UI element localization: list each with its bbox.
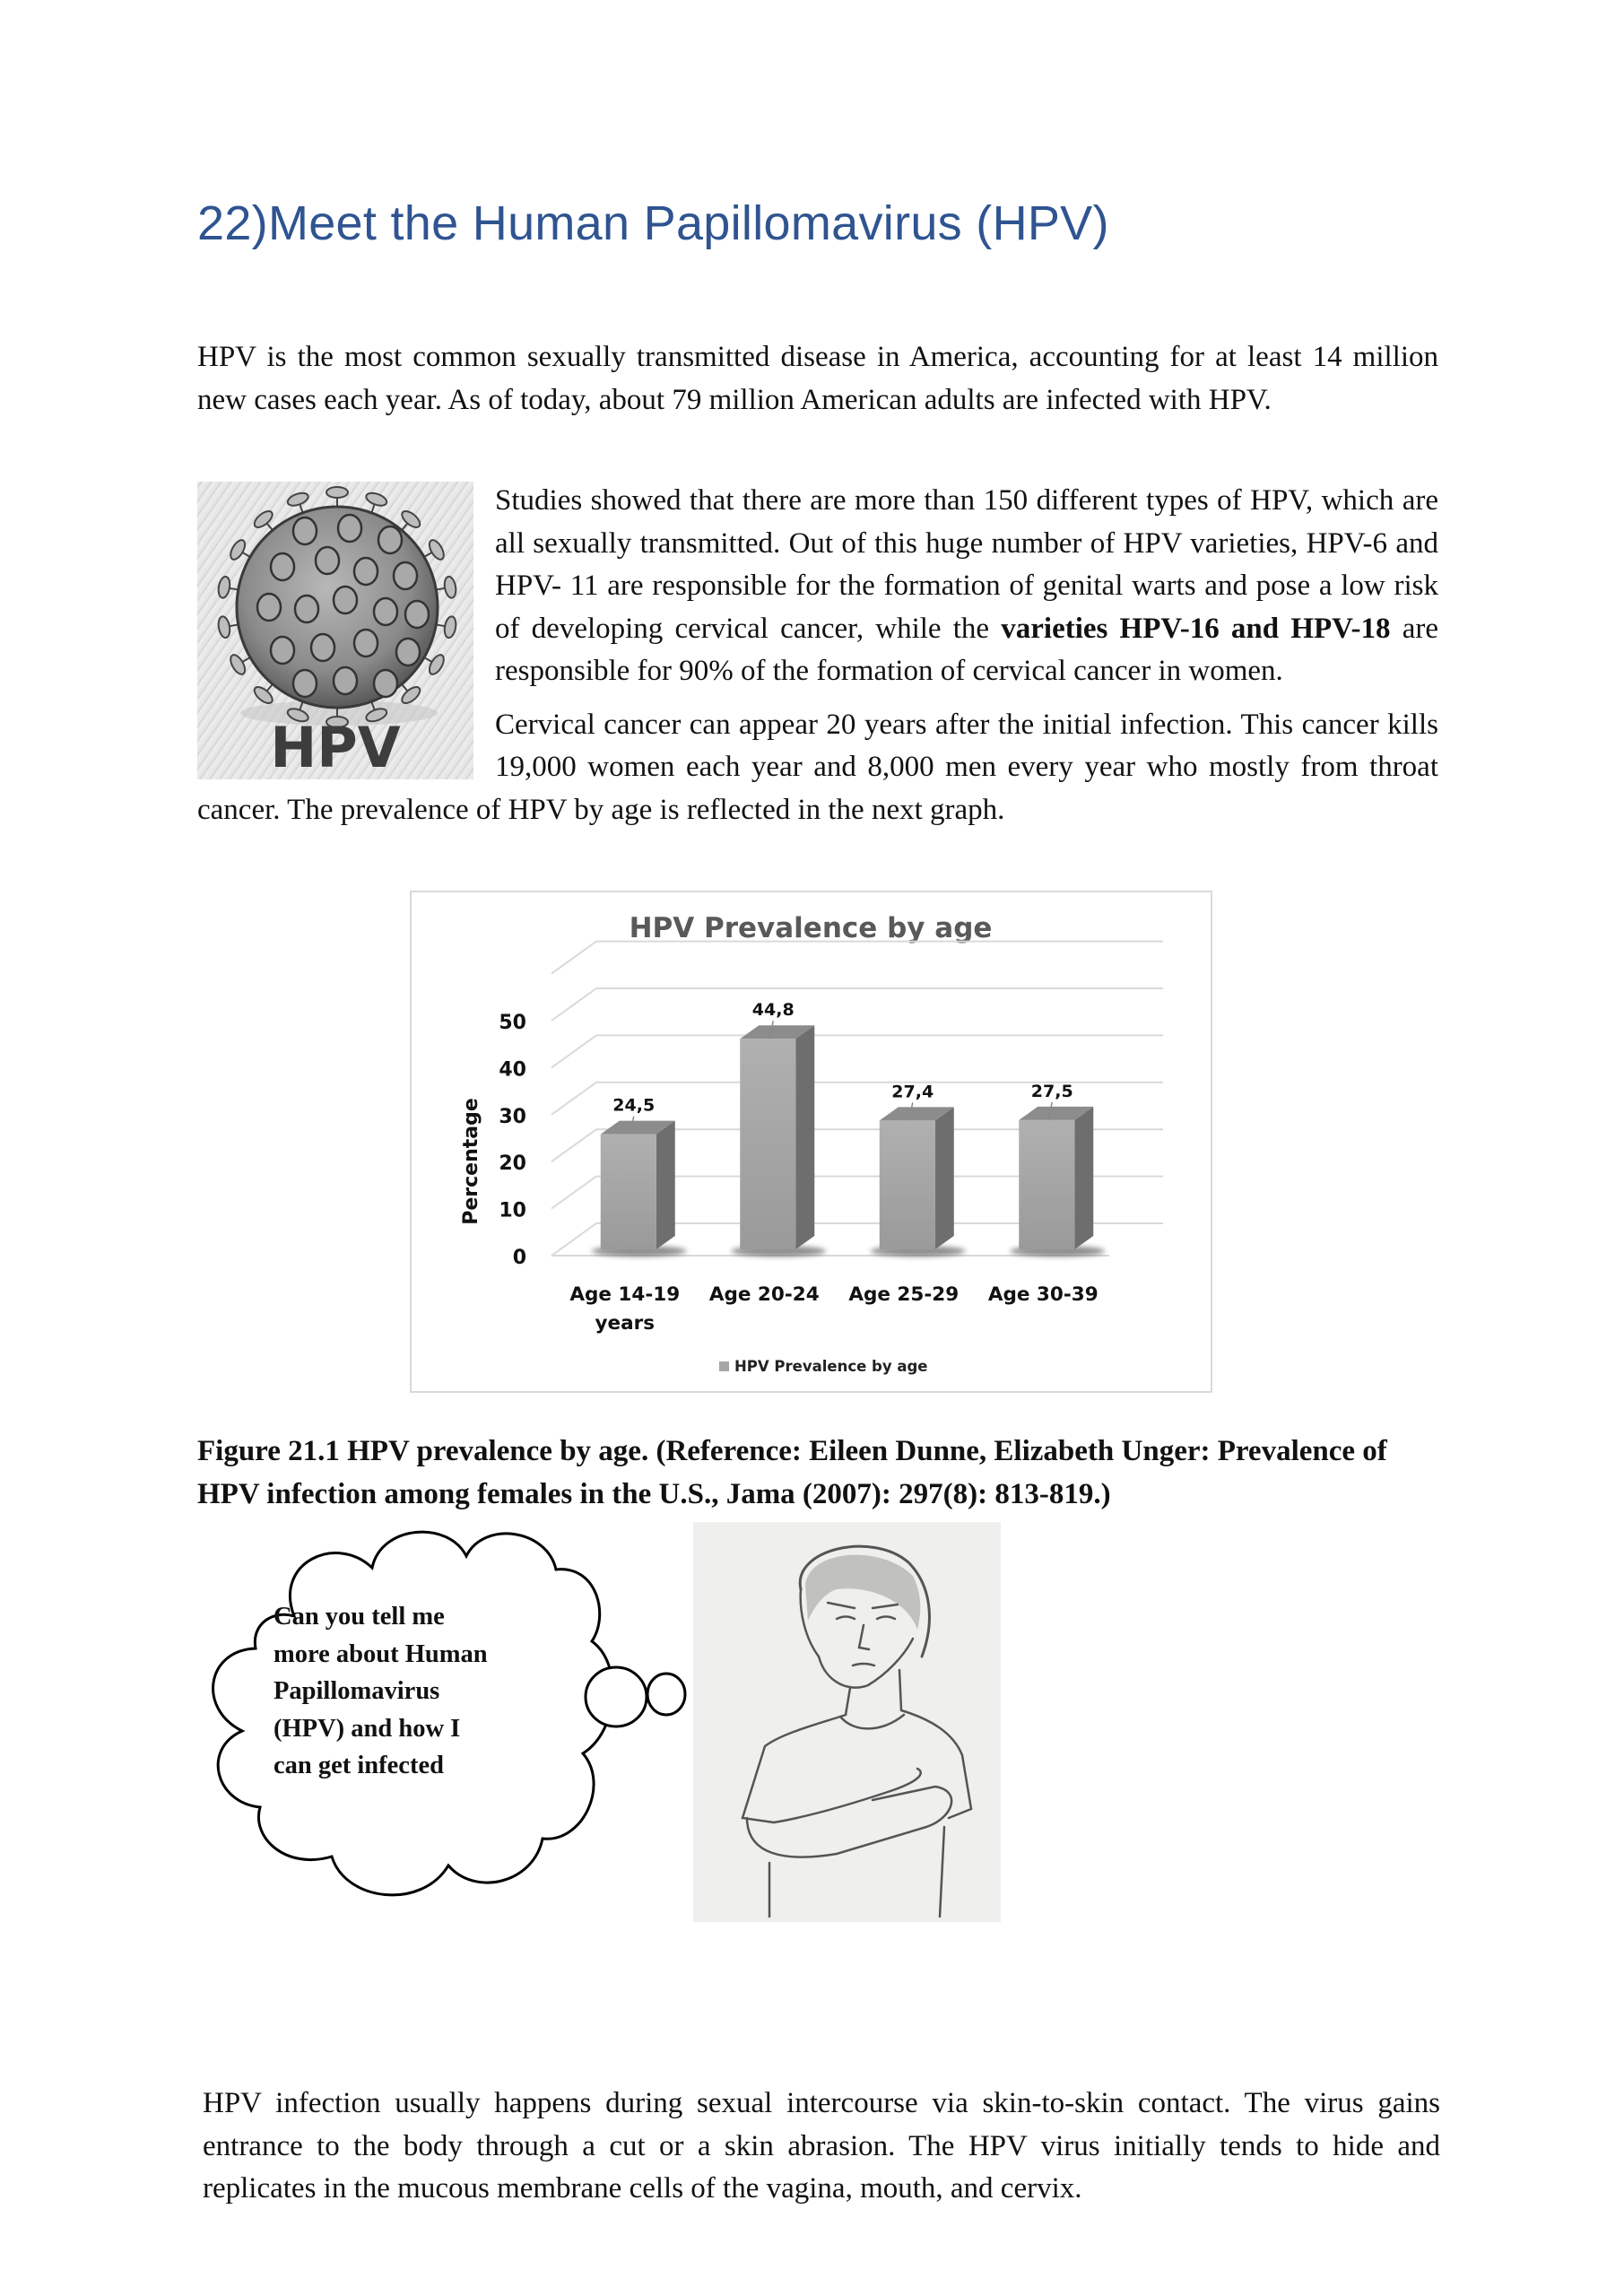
y-axis-label: Percentage	[460, 1098, 482, 1225]
gridline-side	[551, 1177, 596, 1209]
gridline-side	[551, 1223, 596, 1256]
data-label: 44,8	[751, 1000, 795, 1021]
bar-front	[601, 1135, 656, 1249]
cancer-paragraph: Cervical cancer can appear 20 years after the initial infection. This cancer kills 19,000 women each year and 8,000 men every year who mostly from throat cancer. The prevalence of HPV by age is reflected in the next graph.	[197, 708, 1438, 826]
y-tick-label: 40	[499, 1058, 526, 1082]
x-tick-label: Age 20-24	[708, 1283, 820, 1306]
x-tick-label: Age 14-19	[569, 1283, 681, 1306]
page-title: 22)Meet the Human Papillomavirus (HPV)	[197, 196, 1109, 250]
bar	[871, 1082, 966, 1257]
types-section	[197, 480, 1438, 831]
y-tick-label: 0	[512, 1247, 526, 1269]
chart-bars	[592, 1000, 1106, 1257]
closing-paragraph: HPV infection usually happens during sexual intercourse via skin-to-skin contact. The virus gains entrance to the body through a cut or a skin abrasion. The HPV virus initially tends to hide and replicates in the mucous membrane cells of the vagina, mouth, and cervix.	[203, 2087, 1440, 2205]
types-text-start: Studies showed that there are more than 150 different types of HPV, which are all sexually transmitted. Out of this huge number of HPV varieties, HPV-6 and HPV- 11 are responsible for the formation of genital warts and pose a low risk of developing cervical cancer, while the	[495, 484, 1438, 645]
bar	[731, 1000, 826, 1257]
gridline-side	[551, 1035, 596, 1067]
intro-paragraph: HPV is the most common sexually transmitted disease in America, accounting for at least 14 million new cases each year. As of today, about 79 million American adults are infected with HPV.	[197, 341, 1438, 416]
y-tick-label: 20	[499, 1152, 526, 1176]
x-tick-label: Age 25-29	[848, 1283, 960, 1306]
chart-canvas	[412, 892, 1211, 1391]
x-tick-label: Age 30-39	[987, 1283, 1099, 1306]
y-tick-label: 30	[499, 1105, 526, 1128]
legend-swatch	[719, 1361, 729, 1371]
legend-label: HPV Prevalence by age	[734, 1358, 928, 1375]
hpv-virus-image	[197, 482, 473, 779]
thought-dot-large	[586, 1667, 647, 1726]
thought-bubble-text: Can you tell me more about Human Papillomavirus (HPV) and how I can get infected	[274, 1603, 488, 1779]
bar-front	[740, 1039, 795, 1249]
x-tick-label: years	[595, 1312, 656, 1335]
bar	[1010, 1082, 1105, 1257]
bar-side	[795, 1025, 814, 1249]
chart-y-ticks	[499, 1012, 526, 1269]
types-text-bold: varieties HPV-16 and HPV-18	[1001, 612, 1391, 645]
prevalence-chart	[410, 891, 1212, 1393]
y-tick-label: 50	[499, 1012, 526, 1034]
gridline-side	[551, 1129, 596, 1161]
data-label: 24,5	[612, 1095, 656, 1116]
chart-title: HPV Prevalence by age	[629, 912, 993, 944]
bar-front	[1019, 1120, 1074, 1249]
hpv-image-label: HPV	[270, 715, 401, 779]
bar	[592, 1096, 687, 1257]
y-tick-label: 10	[499, 1199, 526, 1222]
boy-illustration	[693, 1522, 1001, 1922]
bar-front	[880, 1120, 935, 1249]
bar-side	[1074, 1107, 1093, 1249]
boy-drawing	[693, 1522, 1001, 1922]
figure-caption: Figure 21.1 HPV prevalence by age. (Reference: Eileen Dunne, Elizabeth Unger: Prevalence of HPV infection among females in the U.S., Jama (2007): 297(8): 813-819.)	[197, 1435, 1387, 1510]
data-label: 27,5	[1030, 1081, 1073, 1101]
chart-legend	[719, 1358, 927, 1375]
chart-x-labels	[569, 1283, 1098, 1335]
bar-side	[656, 1121, 675, 1249]
bar-side	[935, 1107, 954, 1249]
gridline-side	[551, 1083, 596, 1115]
thought-dot-medium	[647, 1674, 685, 1715]
hpv-virus-drawing	[197, 482, 473, 779]
data-label: 27,4	[891, 1082, 934, 1102]
gridline-side	[551, 988, 596, 1021]
types-text-end: are responsible for 90% of the formation of cervical cancer in women.	[495, 612, 1438, 687]
gridline-side	[551, 942, 596, 974]
